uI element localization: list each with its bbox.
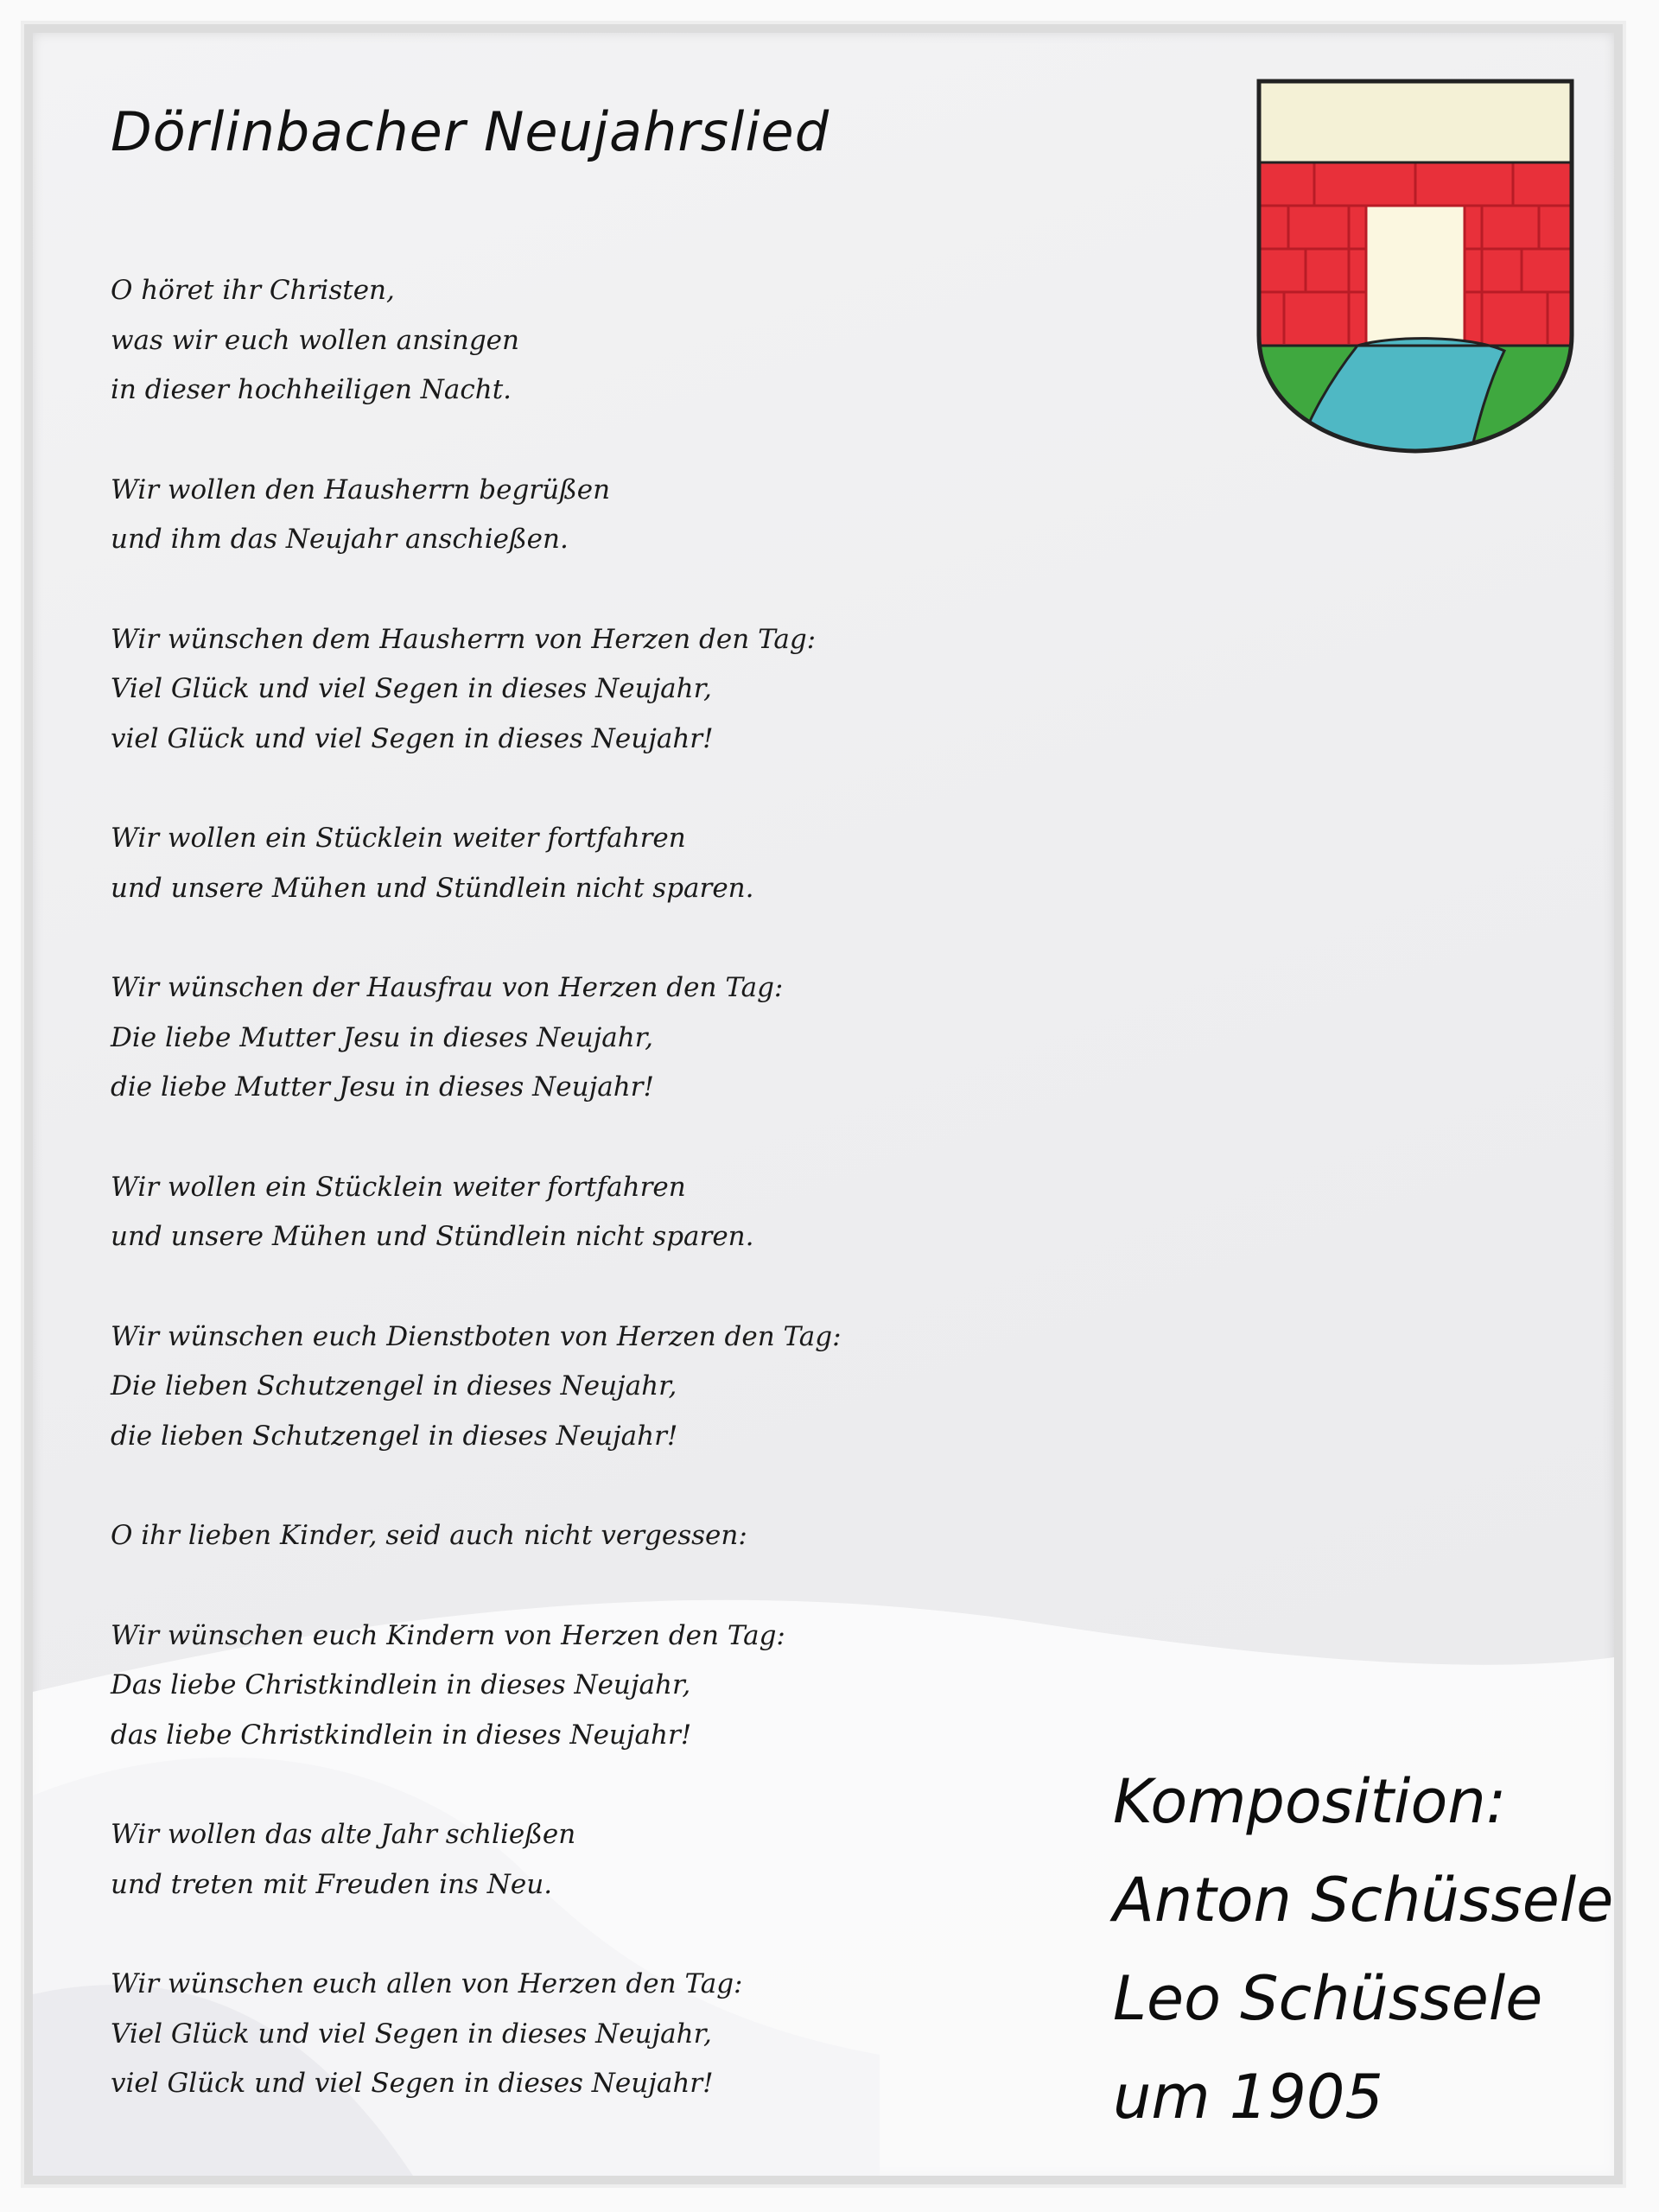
lyric-line: Wir wünschen der Hausfrau von Herzen den Tag: — [111, 972, 784, 1003]
shield-field — [1254, 76, 1577, 456]
lyric-line: Wir wünschen dem Hausherrn von Herzen den Tag: — [111, 623, 817, 655]
lyric-line: Wir wollen den Hausherrn begrüßen — [111, 474, 611, 505]
credit-line: Anton Schüssele — [1113, 1865, 1614, 1936]
lyric-line: die lieben Schutzengel in dieses Neujahr! — [111, 1420, 678, 1452]
lyric-line: was wir euch wollen ansingen — [111, 324, 519, 356]
lyric-line: Wir wünschen euch Dienstboten von Herzen den Tag: — [111, 1320, 842, 1352]
lyric-line: und unsere Mühen und Stündlein nicht sparen. — [111, 1221, 754, 1252]
stanza — [111, 1611, 975, 1761]
lyric-line: Viel Glück und viel Segen in dieses Neujahr, — [111, 673, 712, 704]
stanza — [111, 1960, 975, 2109]
lyric-line: O ihr lieben Kinder, seid auch nicht vergessen: — [111, 1520, 747, 1551]
coat-of-arms-icon — [1254, 76, 1577, 456]
song-lyrics — [111, 266, 975, 2159]
lyric-line: Wir wünschen euch Kindern von Herzen den Tag: — [111, 1619, 785, 1651]
lyric-line: das liebe Christkindlein in dieses Neujahr! — [111, 1719, 692, 1751]
lyric-line: Wir wollen das alte Jahr schließen — [111, 1819, 576, 1850]
stanza — [111, 466, 975, 565]
stanza — [111, 1313, 975, 1462]
page-title: Dörlinbacher Neujahrslied — [111, 100, 830, 163]
lyric-line: Wir wünschen euch allen von Herzen den Tag: — [111, 1968, 743, 1999]
lyric-line: Wir wollen ein Stücklein weiter fortfahren — [111, 1171, 686, 1203]
stanza — [111, 814, 975, 913]
lyric-line: und ihm das Neujahr anschießen. — [111, 524, 569, 555]
shield-chief — [1254, 76, 1577, 162]
lyric-line: Das liebe Christkindlein in dieses Neujahr, — [111, 1669, 691, 1700]
lyric-line: und unsere Mühen und Stündlein nicht sparen. — [111, 872, 754, 904]
lyric-line: viel Glück und viel Segen in dieses Neujahr! — [111, 2068, 714, 2099]
stanza — [111, 1810, 975, 1910]
lyric-line: viel Glück und viel Segen in dieses Neujahr! — [111, 722, 714, 754]
document-frame — [24, 24, 1623, 2184]
stanza — [111, 1511, 975, 1561]
lyric-line: Die liebe Mutter Jesu in dieses Neujahr, — [111, 1021, 653, 1053]
lyric-line: die liebe Mutter Jesu in dieses Neujahr! — [111, 1071, 654, 1103]
credit-line: Leo Schüssele — [1113, 1963, 1543, 2034]
lyric-line: Viel Glück und viel Segen in dieses Neujahr, — [111, 2018, 712, 2050]
stanza — [111, 615, 975, 765]
stanza — [111, 266, 975, 416]
lyric-line: und treten mit Freuden ins Neu. — [111, 1868, 553, 1900]
credit-line: um 1905 — [1113, 2062, 1383, 2133]
lyric-line: Die lieben Schutzengel in dieses Neujahr, — [111, 1370, 677, 1402]
lyric-line: in dieser hochheiligen Nacht. — [111, 374, 512, 405]
stanza — [111, 1163, 975, 1262]
lyric-line: Wir wollen ein Stücklein weiter fortfahren — [111, 823, 686, 854]
credit-line: Komposition: — [1113, 1766, 1507, 1837]
wall-gate — [1366, 206, 1465, 344]
stanza — [111, 963, 975, 1113]
lyric-line: O höret ihr Christen, — [111, 275, 395, 306]
composition-credits — [1113, 1752, 1613, 2146]
